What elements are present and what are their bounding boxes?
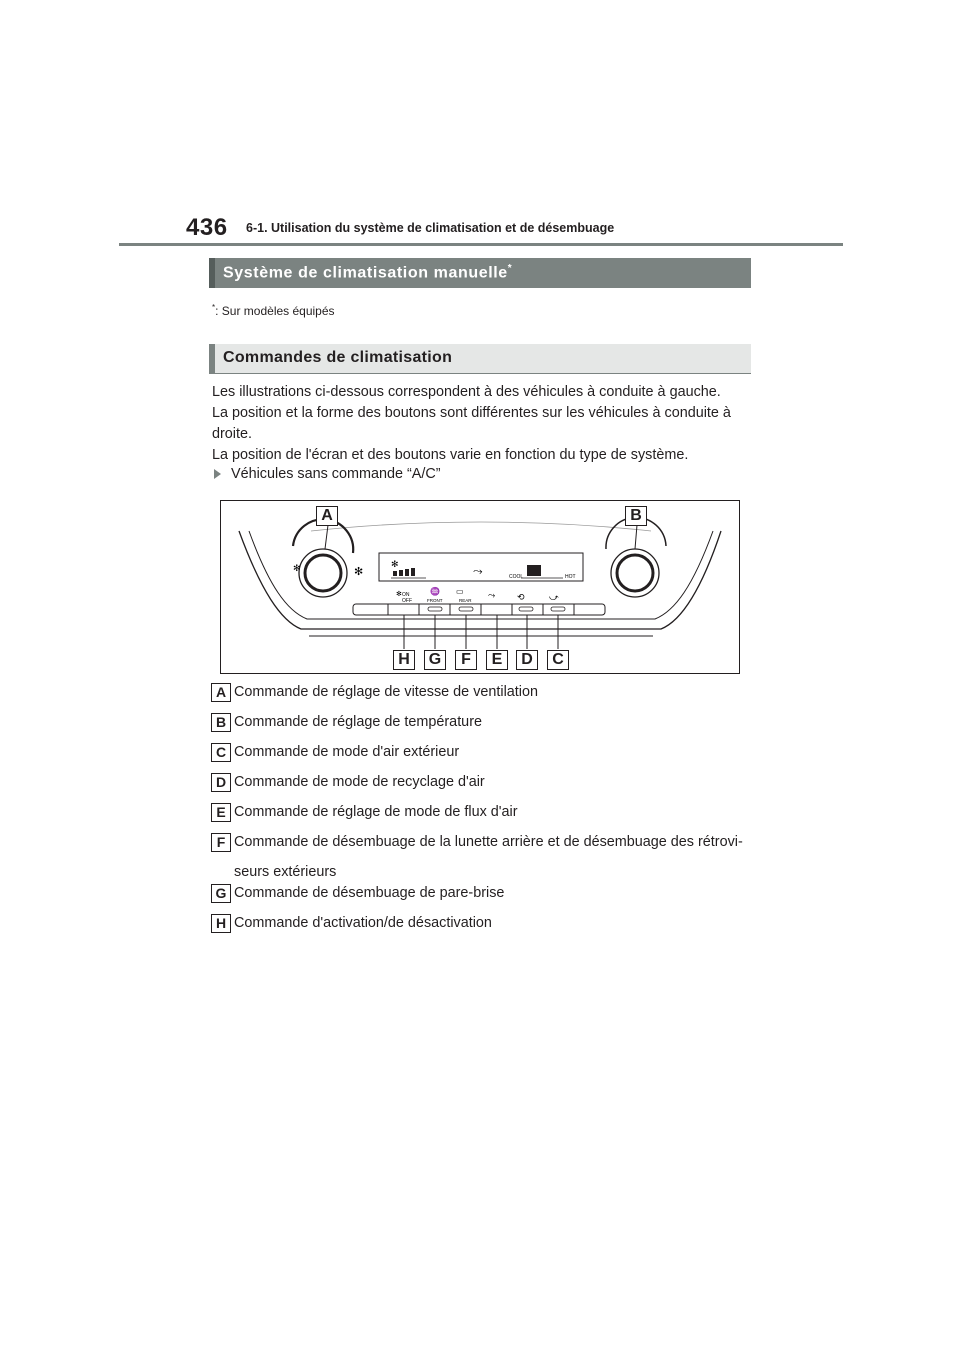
intro-paragraph: La position de l'écran et des boutons varie en fonction du type de système. <box>212 447 689 463</box>
climate-control-panel-illustration <box>220 500 740 674</box>
fan-high-icon: ✻ <box>354 566 364 578</box>
callout-b: B <box>625 506 647 526</box>
temp-level-bars <box>527 565 541 576</box>
legend-description: Commande de désembuage de pare-brise <box>234 885 505 901</box>
windshield-defog-icon: ♒ <box>430 587 440 596</box>
legend-description: Commande de réglage de mode de flux d'air <box>234 804 518 820</box>
off-label: OFF <box>402 598 412 604</box>
rear-indicator <box>459 607 473 611</box>
on-label: ON <box>402 592 410 598</box>
button-row <box>353 604 605 615</box>
footnote-mark: * <box>212 303 216 312</box>
legend-letter: E <box>211 803 231 822</box>
fan-bar <box>405 569 409 576</box>
legend-letter: G <box>211 884 231 903</box>
bullet-item <box>212 466 441 482</box>
legend-description: Commande de mode de recyclage d'air <box>234 774 485 790</box>
intro-text <box>212 382 757 466</box>
callout-a: A <box>316 506 338 526</box>
fan-bar <box>399 570 403 576</box>
callout-g: G <box>424 650 446 670</box>
section-title-text: Système de climatisation manuelle <box>223 264 508 282</box>
callout-h: H <box>393 650 415 670</box>
recirculation-icon: ⟲ <box>517 592 525 602</box>
subsection-bar-accent <box>209 344 215 373</box>
intro-paragraph: La position et la forme des boutons sont différentes sur les véhicules à conduite à droite. <box>212 405 731 442</box>
legend-letter: C <box>211 743 231 762</box>
legend-letter: D <box>211 773 231 792</box>
section-bar-accent <box>209 258 215 288</box>
legend-description: Commande de réglage de température <box>234 714 482 730</box>
rear-label: REAR <box>459 598 472 603</box>
section-title-mark: * <box>507 263 513 274</box>
rear-defog-icon: ▭ <box>456 587 464 596</box>
legend-description: Commande de réglage de vitesse de ventilation <box>234 684 538 700</box>
leader-line-b <box>635 525 637 549</box>
callout-c: C <box>547 650 569 670</box>
display-airflow-icon: ⤳ <box>473 564 483 578</box>
airflow-mode-icon: ⤳ <box>488 590 496 600</box>
legend-description: Commande de mode d'air extérieur <box>234 744 460 760</box>
legend-letter: A <box>211 683 231 702</box>
temperature-knob-ring <box>617 555 653 591</box>
on-off-fan-icon: ✻ <box>396 591 402 598</box>
fan-bar <box>411 568 415 576</box>
fan-speed-knob-ring <box>305 555 341 591</box>
front-label: FRONT <box>427 598 443 603</box>
panel-drawing <box>221 501 741 675</box>
leader-line-a <box>325 525 328 549</box>
fan-low-icon: ✻ <box>293 563 301 573</box>
legend-letter: H <box>211 914 231 933</box>
section-heading-bar <box>209 258 751 288</box>
cool-label: COOL <box>509 574 524 580</box>
callout-d: D <box>516 650 538 670</box>
bullet-text: Véhicules sans commande “A/C” <box>231 466 441 482</box>
chapter-title: 6-1. Utilisation du système de climatisation et de désembuage <box>246 221 615 235</box>
outside-air-indicator <box>551 607 565 611</box>
fan-bar <box>393 571 397 576</box>
page-number: 436 <box>186 214 228 241</box>
recirculation-indicator <box>519 607 533 611</box>
front-indicator <box>428 607 442 611</box>
display-fan-icon: ✻ <box>391 559 399 569</box>
hot-label: HOT <box>565 574 576 580</box>
outside-air-icon: ⤻ <box>549 592 559 602</box>
legend-letter: F <box>211 833 231 852</box>
legend-description: Commande de désembuage de la lunette arrière et de désembuage des rétrovi-seurs extérieurs <box>234 834 743 880</box>
header-divider <box>119 243 843 246</box>
footnote-text: : Sur modèles équipés <box>215 304 335 318</box>
bullet-arrow-icon <box>214 469 221 479</box>
section-title <box>223 263 512 282</box>
legend-description: Commande d'activation/de désactivation <box>234 915 492 931</box>
footnote <box>212 303 335 318</box>
subsection-title: Commandes de climatisation <box>223 349 453 366</box>
callout-e: E <box>486 650 508 670</box>
intro-paragraph: Les illustrations ci-dessous correspondent à des véhicules à conduite à gauche. <box>212 384 721 400</box>
subsection-heading-bar <box>209 344 751 374</box>
legend-letter: B <box>211 713 231 732</box>
panel-top-curve <box>311 522 651 531</box>
callout-f: F <box>455 650 477 670</box>
